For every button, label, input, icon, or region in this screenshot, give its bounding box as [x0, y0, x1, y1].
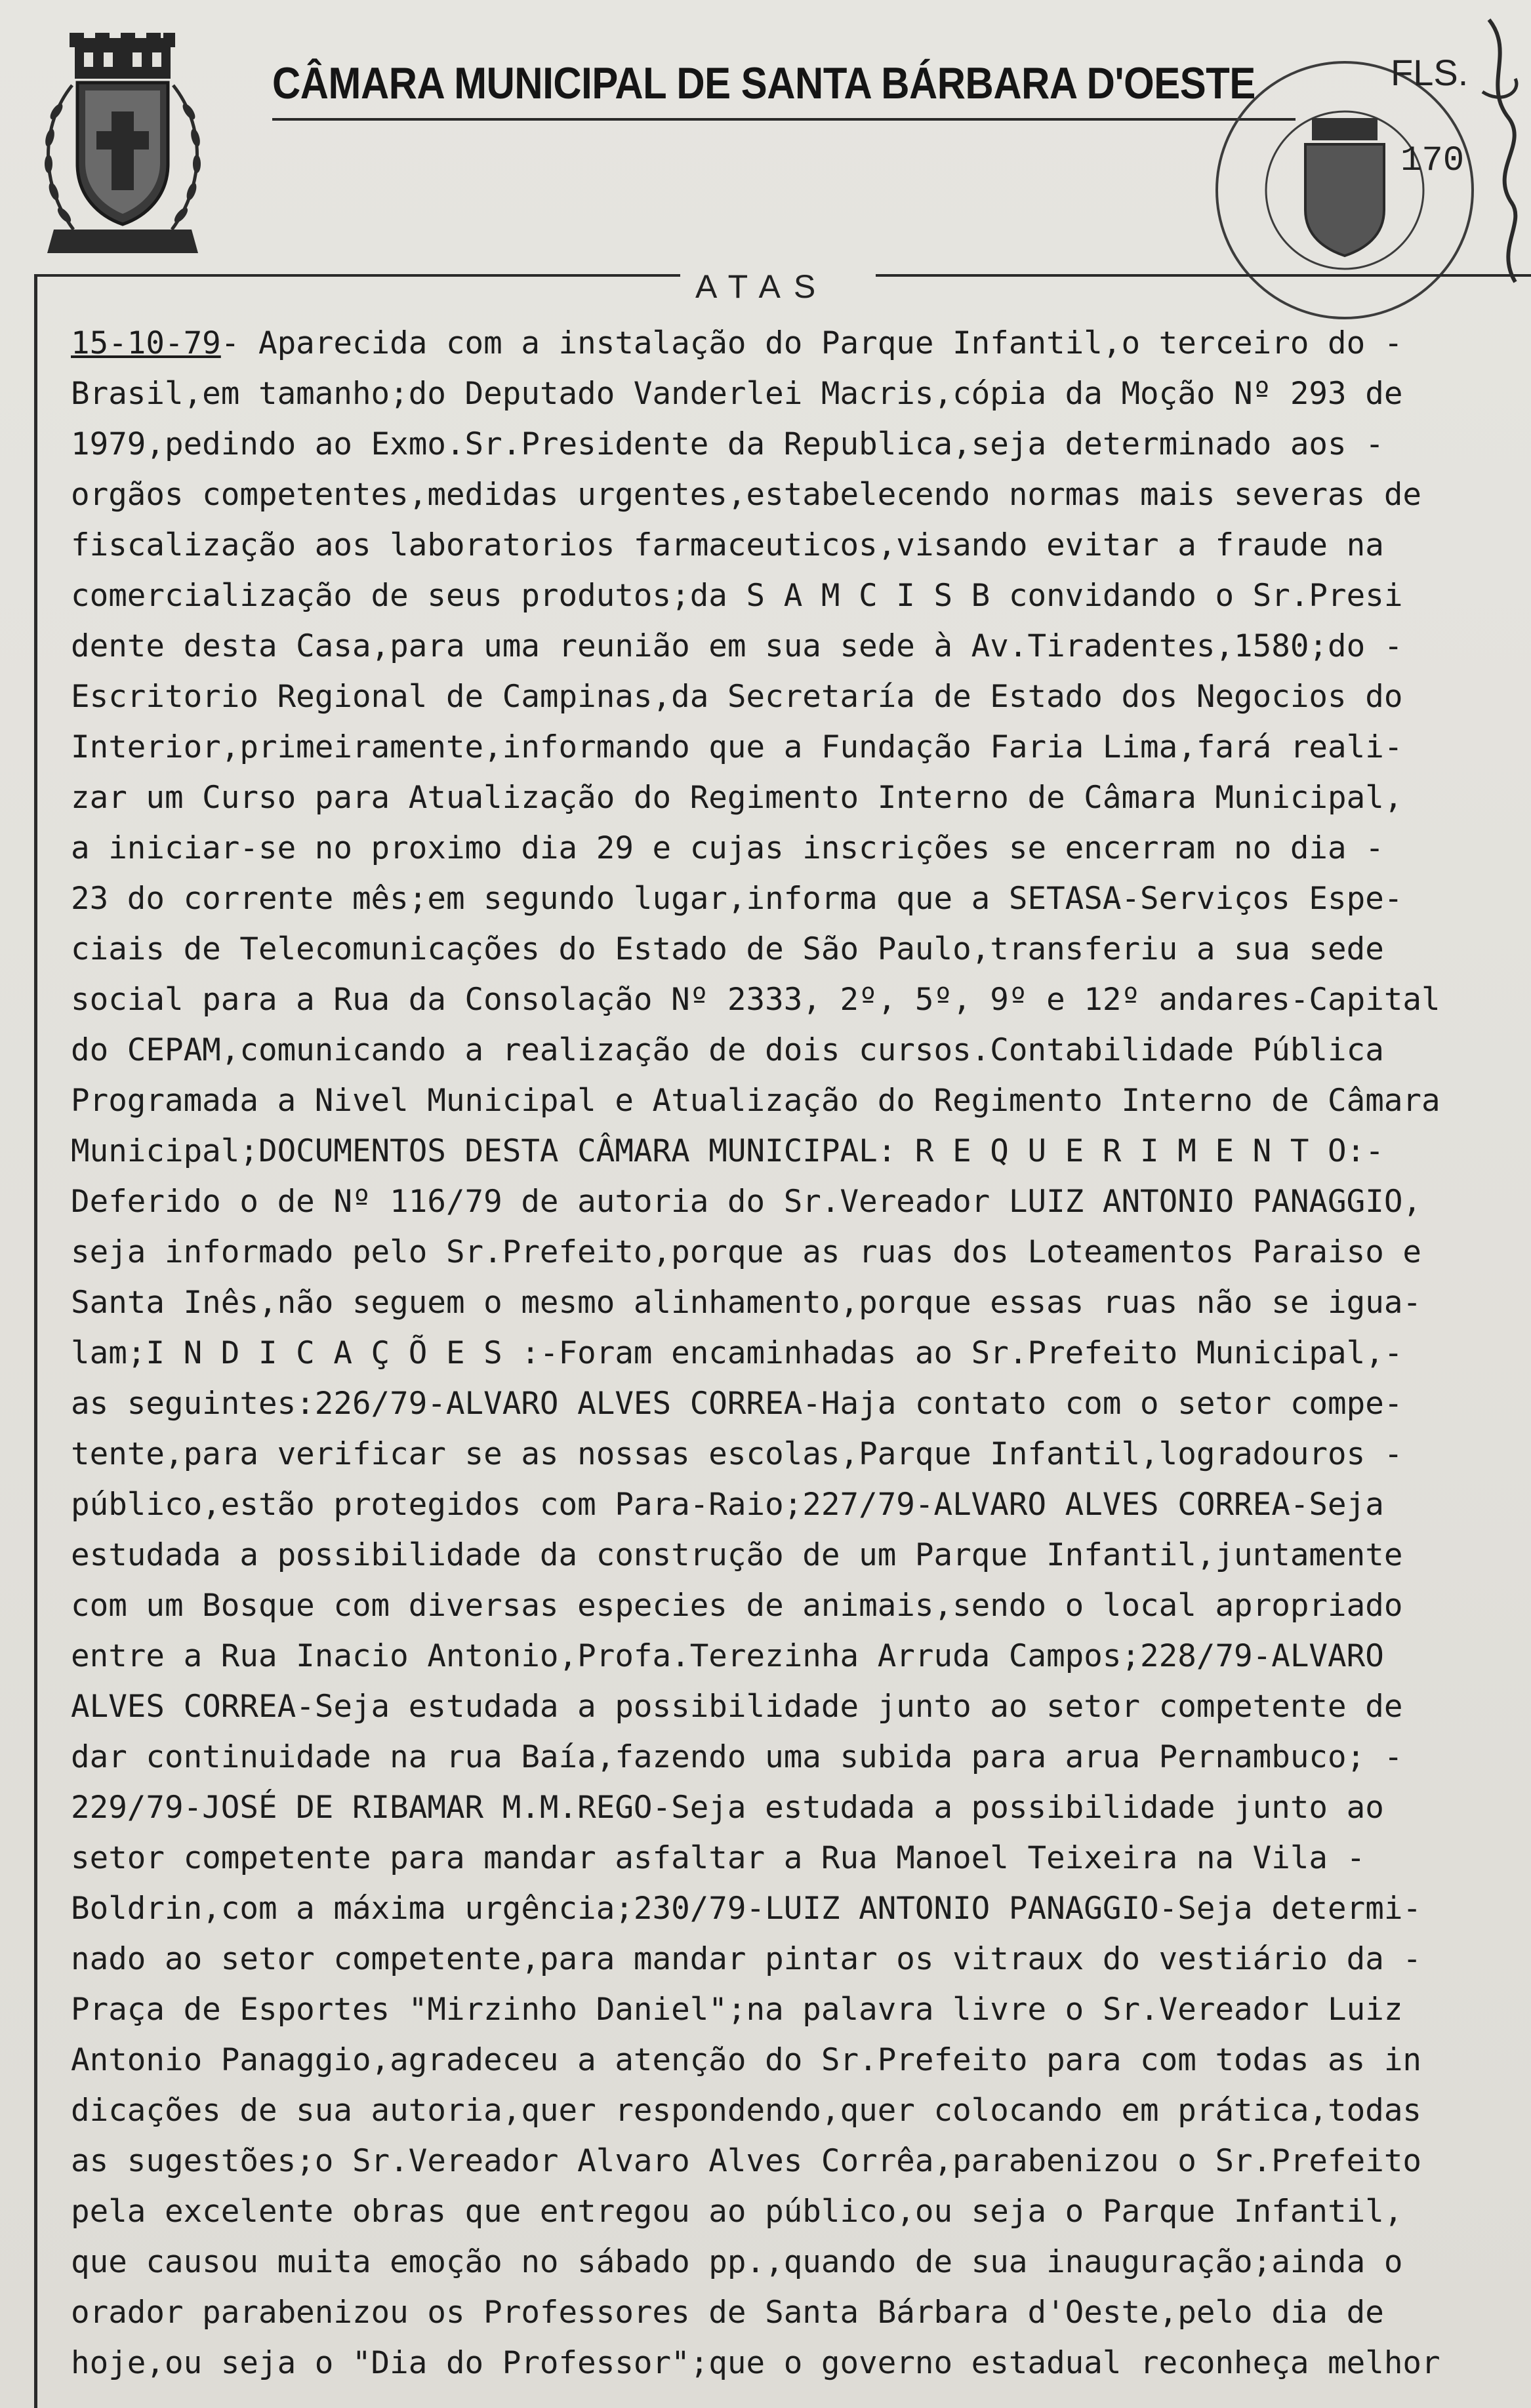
council-title: CÂMARA MUNICIPAL DE SANTA BÁRBARA D'OESTE: [272, 58, 1255, 108]
text-line: a iniciar-se no proximo dia 29 e cujas inscrições se encerram no dia -: [71, 830, 1384, 866]
text-line: ciais de Telecomunicações do Estado de São Paulo,transferiu a sua sede: [71, 931, 1384, 967]
text-line: dicações de sua autoria,quer respondendo,quer colocando em prática,todas: [71, 2093, 1422, 2129]
text-line: as seguintes:226/79-ALVARO ALVES CORREA-Haja contato com o setor compe-: [71, 1386, 1403, 1422]
text-line: público,estão protegidos com Para-Raio;227/79-ALVARO ALVES CORREA-Seja: [71, 1487, 1384, 1523]
handwritten-signature-icon: [1476, 13, 1531, 289]
text-line: ALVES CORREA-Seja estudada a possibilidade junto ao setor competente de: [71, 1689, 1403, 1725]
text-line: seja informado pelo Sr.Prefeito,porque as ruas dos Loteamentos Paraiso e: [71, 1234, 1422, 1270]
text-line: fiscalização aos laboratorios farmaceuticos,visando evitar a fraude na: [71, 527, 1384, 563]
folio-number: 170: [1400, 141, 1465, 181]
rubric-signature: [1476, 13, 1531, 289]
text-line: zar um Curso para Atualização do Regimento Interno de Câmara Municipal,: [71, 780, 1403, 816]
text-line: tente,para verificar se as nossas escolas,Parque Infantil,logradouros -: [71, 1436, 1403, 1472]
text-line: orgãos competentes,medidas urgentes,estabelecendo normas mais severas de: [71, 477, 1422, 513]
text-line: 1979,pedindo ao Exmo.Sr.Presidente da Republica,seja determinado aos -: [71, 426, 1384, 462]
text-line: 23 do corrente mês;em segundo lugar,informa que a SETASA-Serviços Espe-: [71, 881, 1403, 917]
text-line: comercialização de seus produtos;da S A M C I S B convidando o Sr.Presi: [71, 578, 1403, 614]
text-line: Antonio Panaggio,agradeceu a atenção do Sr.Prefeito para com todas as in: [71, 2042, 1422, 2078]
text-line: social para a Rua da Consolação Nº 2333, 2º, 5º, 9º e 12º andares-Capital: [71, 982, 1440, 1018]
text-line: 229/79-JOSÉ DE RIBAMAR M.M.REGO-Seja estudada a possibilidade junto ao: [71, 1790, 1384, 1826]
text-line: dente desta Casa,para uma reunião em sua sede à Av.Tiradentes,1580;do -: [71, 628, 1403, 664]
text-line: Brasil,em tamanho;do Deputado Vanderlei Macris,cópia da Moção Nº 293 de: [71, 376, 1403, 412]
text-line: setor competente para mandar asfaltar a Rua Manoel Teixeira na Vila -: [71, 1840, 1366, 1876]
text-line: estudada a possibilidade da construção de um Parque Infantil,juntamente: [71, 1537, 1403, 1573]
text-line: hoje,ou seja o "Dia do Professor";que o governo estadual reconheça melhor: [71, 2345, 1440, 2381]
frame-left-rule: [34, 274, 37, 2408]
frame-top-rule-left: [34, 274, 680, 277]
text-line: com um Bosque com diversas especies de animais,sendo o local apropriado: [71, 1588, 1403, 1624]
frame-top-rule-right: [876, 274, 1531, 277]
folio-label: FLS.: [1391, 52, 1469, 93]
text-line: Deferido o de Nº 116/79 de autoria do Sr.Vereador LUIZ ANTONIO PANAGGIO,: [71, 1184, 1422, 1220]
text-line: dar continuidade na rua Baía,fazendo uma subida para arua Pernambuco; -: [71, 1739, 1403, 1775]
header-rule: [272, 118, 1296, 121]
text-line: Escritorio Regional de Campinas,da Secretaría de Estado dos Negocios do: [71, 679, 1403, 715]
text-line: Praça de Esportes "Mirzinho Daniel";na palavra livre o Sr.Vereador Luiz: [71, 1992, 1403, 2028]
date-reference: 15-10-79: [71, 325, 221, 361]
municipal-coat-of-arms-icon: [34, 33, 211, 262]
minutes-text: [71, 318, 1521, 2388]
text-line-first: [71, 318, 1521, 369]
section-title: ATAS: [695, 268, 829, 305]
text-line: as sugestões;o Sr.Vereador Alvaro Alves Corrêa,parabenizou o Sr.Prefeito: [71, 2143, 1422, 2179]
text-line: do CEPAM,comunicando a realização de dois cursos.Contabilidade Pública: [71, 1032, 1384, 1068]
text-line: orador parabenizou os Professores de Santa Bárbara d'Oeste,pelo dia de: [71, 2295, 1384, 2331]
text-line: Boldrin,com a máxima urgência;230/79-LUIZ ANTONIO PANAGGIO-Seja determi-: [71, 1891, 1422, 1927]
text-line: Programada a Nivel Municipal e Atualização do Regimento Interno de Câmara: [71, 1083, 1440, 1119]
municipal-crest: [34, 33, 211, 262]
text-line: Santa Inês,não seguem o mesmo alinhamento,porque essas ruas não se igua-: [71, 1285, 1422, 1321]
text-line: pela excelente obras que entregou ao público,ou seja o Parque Infantil,: [71, 2194, 1403, 2230]
text-line: Municipal;DOCUMENTOS DESTA CÂMARA MUNICIPAL: R E Q U E R I M E N T O:-: [71, 1133, 1384, 1169]
text-line: que causou muita emoção no sábado pp.,quando de sua inauguração;ainda o: [71, 2244, 1403, 2280]
text-line: - Aparecida com a instalação do Parque Infantil,o terceiro do -: [220, 325, 1403, 361]
text-line: entre a Rua Inacio Antonio,Profa.Terezinha Arruda Campos;228/79-ALVARO: [71, 1638, 1384, 1674]
text-line: Interior,primeiramente,informando que a Fundação Faria Lima,fará reali-: [71, 729, 1403, 765]
text-line: lam;I N D I C A Ç Õ E S :-Foram encaminhadas ao Sr.Prefeito Municipal,-: [71, 1335, 1403, 1371]
text-line: nado ao setor competente,para mandar pintar os vitraux do vestiário da -: [71, 1941, 1422, 1977]
